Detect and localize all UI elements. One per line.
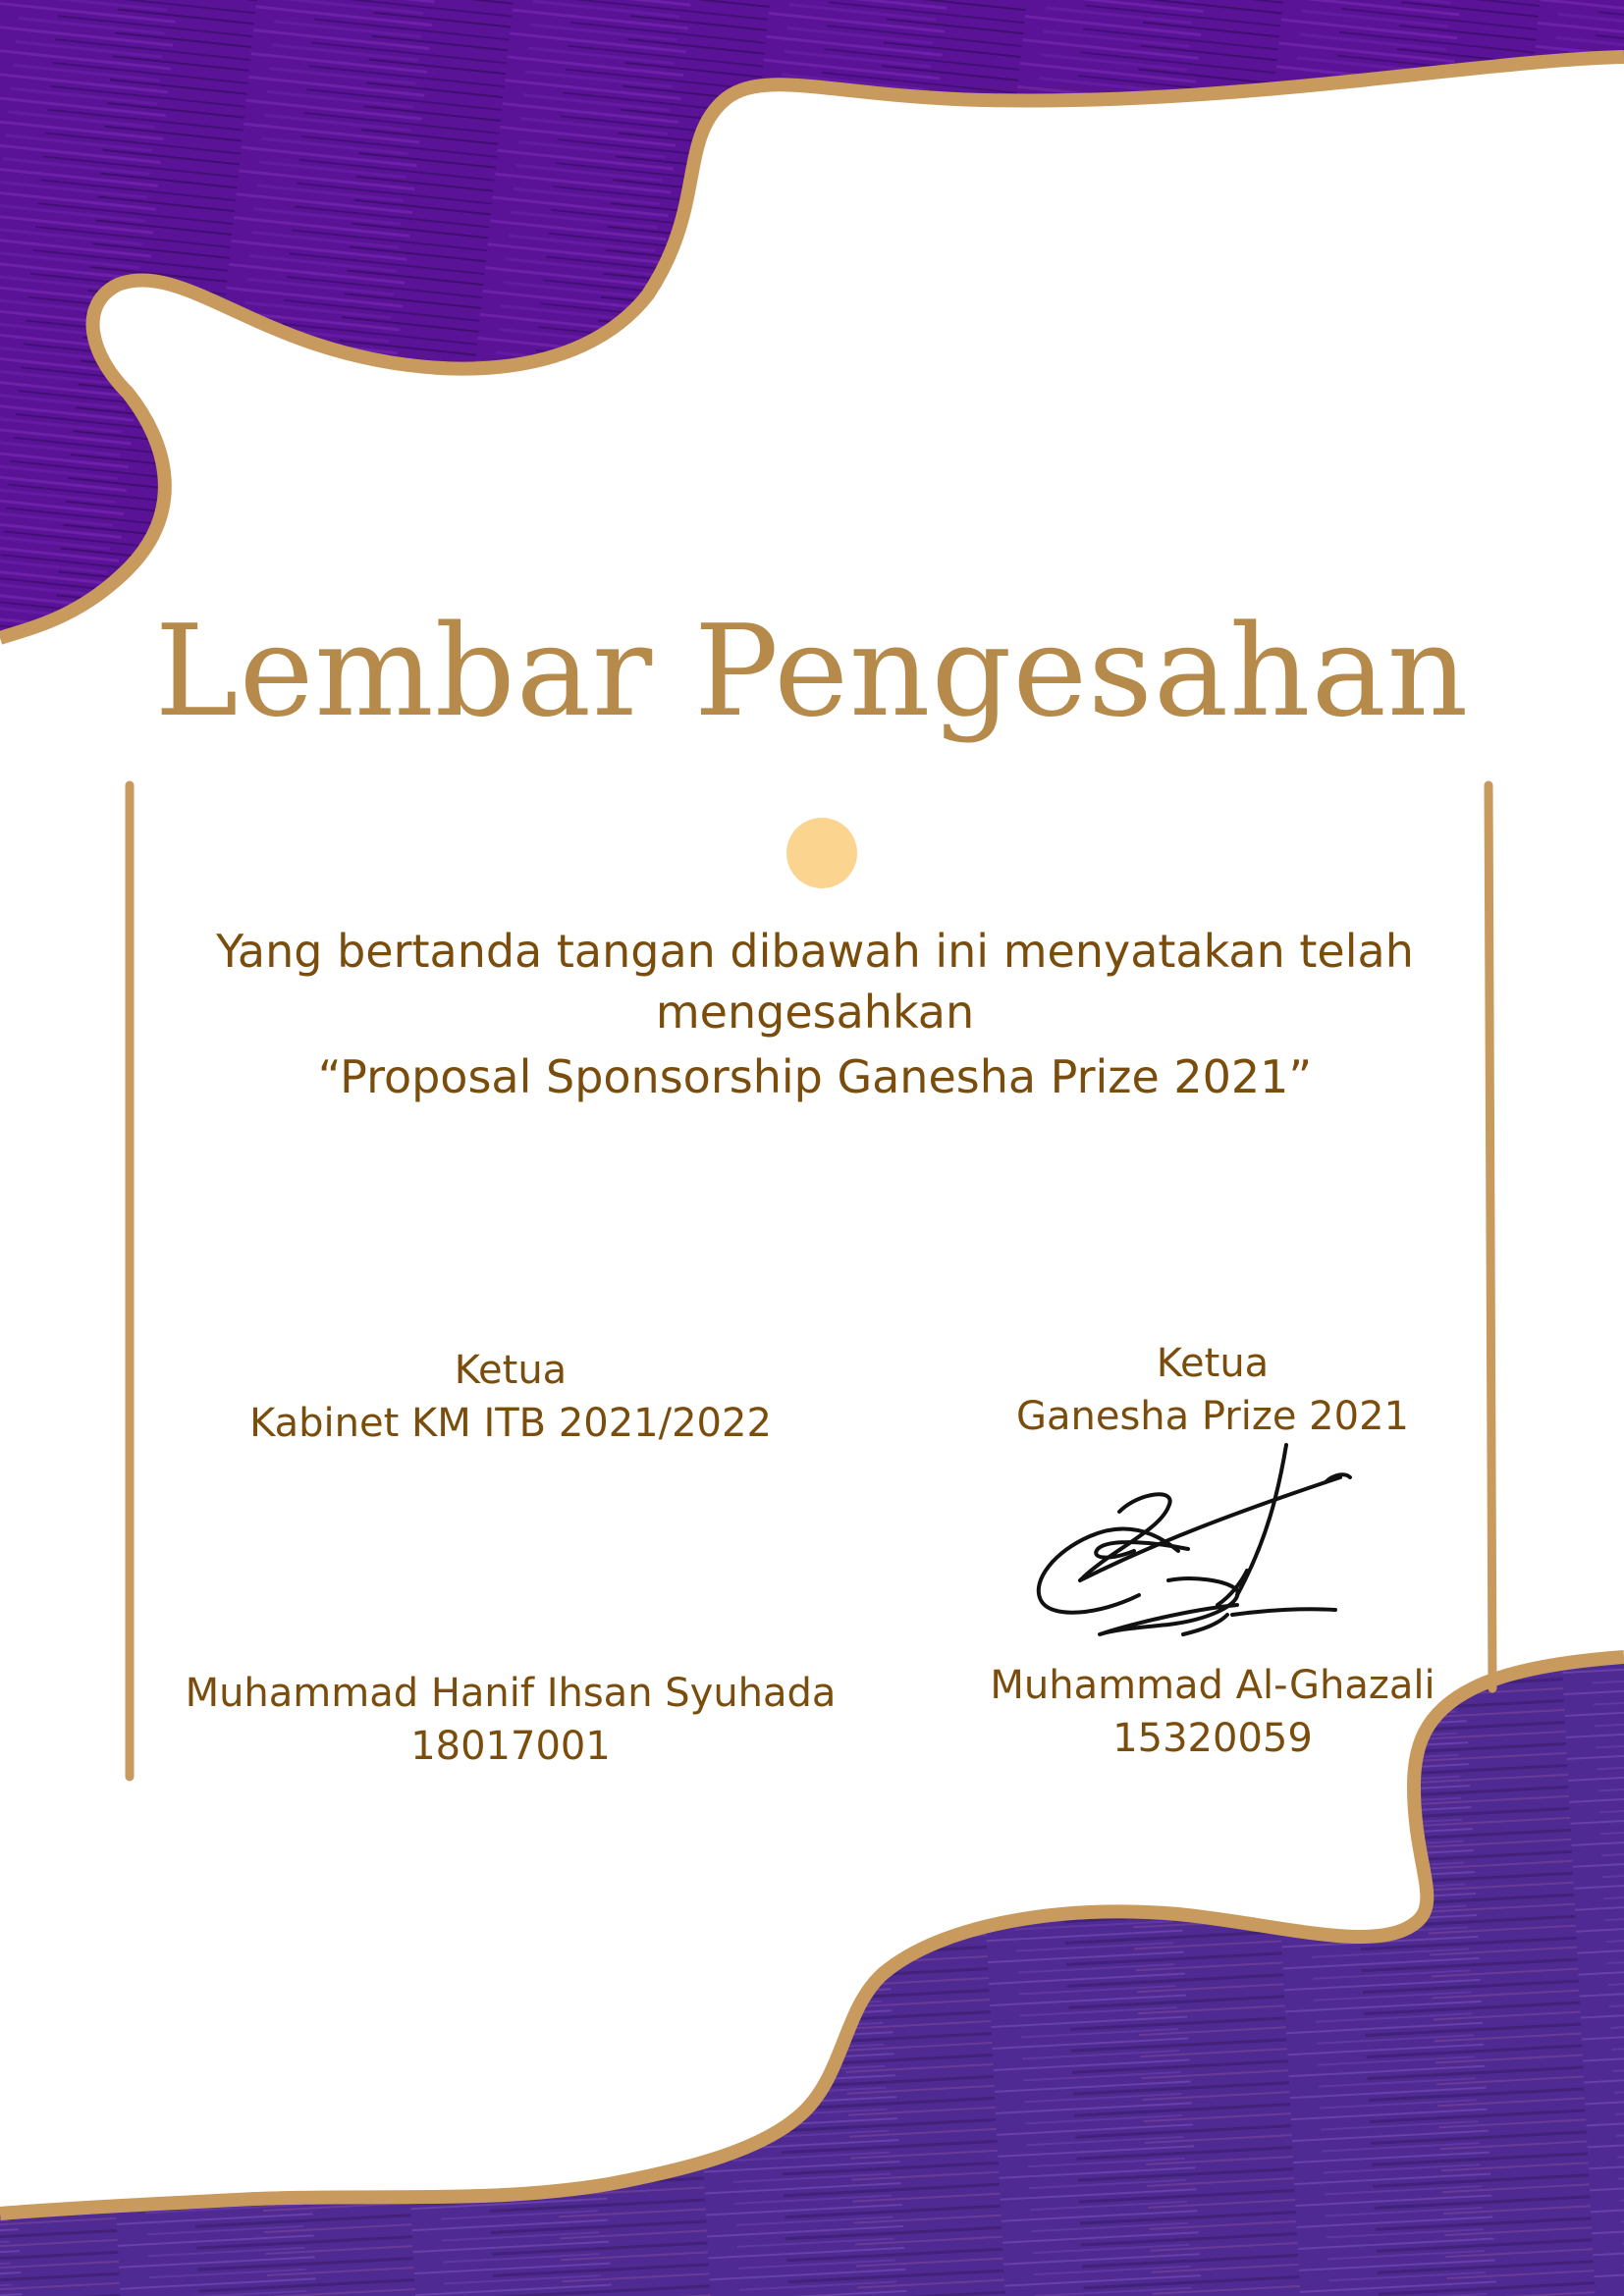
left-signatory-role: Ketua (454, 1348, 568, 1393)
right-signatory-name: Muhammad Al-Ghazali (990, 1663, 1435, 1708)
left-signatory-organization: Kabinet KM ITB 2021/2022 (249, 1401, 772, 1446)
statement-line-2: mengesahkan (655, 986, 975, 1039)
left-signatory-name-block (128, 1667, 893, 1773)
right-signatory-role: Ketua (1156, 1341, 1270, 1386)
statement-line-1: Yang bertanda tangan dibawah ini menyatakan telah (216, 925, 1414, 978)
left-signatory-name: Muhammad Hanif Ihsan Syuhada (185, 1671, 837, 1716)
approval-statement (128, 921, 1502, 1107)
left-signatory-role-block (147, 1344, 874, 1450)
handwritten-signature (1021, 1433, 1375, 1659)
decorative-dot (786, 818, 857, 888)
right-signatory-role-block (913, 1337, 1512, 1443)
proposal-title: “Proposal Sponsorship Ganesha Prize 2021” (317, 1050, 1313, 1103)
right-signatory-organization: Ganesha Prize 2021 (1016, 1394, 1409, 1439)
right-signatory-name-block (913, 1659, 1512, 1765)
left-signatory-id: 18017001 (410, 1724, 611, 1769)
right-signatory-id: 15320059 (1112, 1716, 1313, 1761)
page-title: Lembar Pengesahan (154, 599, 1470, 745)
